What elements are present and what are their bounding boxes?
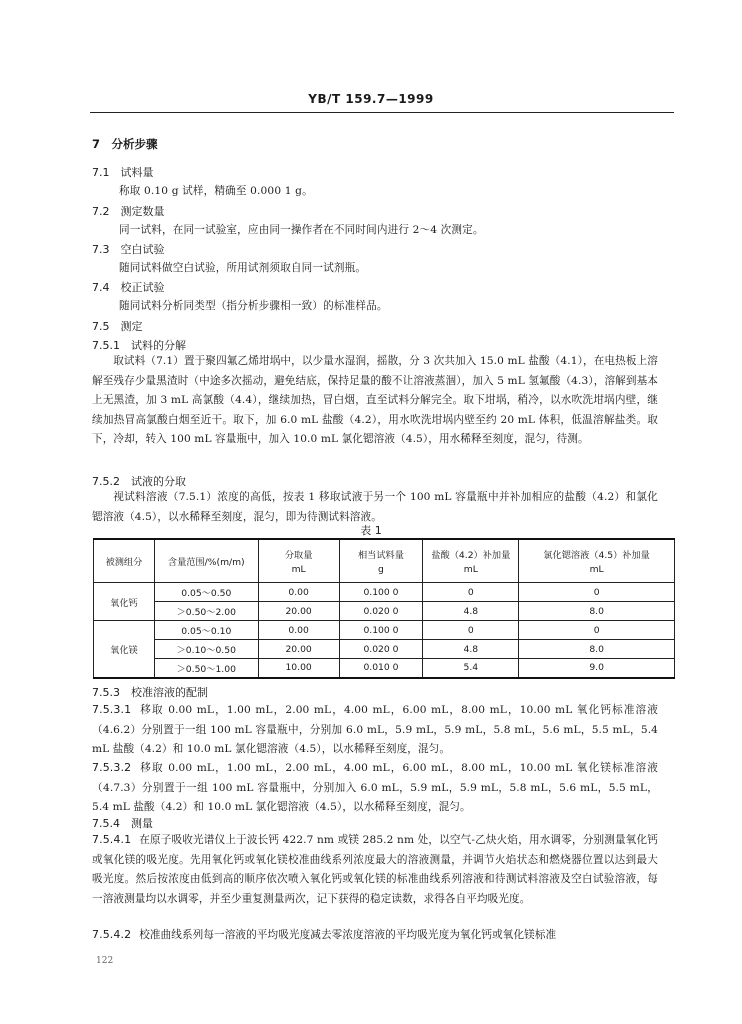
table-cell: ＞0.50～1.00 <box>154 658 258 678</box>
section-7-5-3-1-paragraph <box>92 700 658 760</box>
section-7-5-4-2-number: 7.5.4.2 <box>92 928 132 941</box>
section-7-5-heading: 7.5 测定 <box>92 320 143 333</box>
section-7-heading: 7 分析步骤 <box>92 137 158 151</box>
section-7-4-heading: 7.4 校正试验 <box>92 281 165 294</box>
table-cell: ＞0.50～2.00 <box>154 602 258 621</box>
table-cell: 0.100 0 <box>339 621 423 640</box>
section-7-5-4-1-number: 7.5.4.1 <box>92 833 132 846</box>
header-unit: g <box>378 564 384 576</box>
section-7-4-body: 随同试料分析同类型（指分析步骤相一致）的标准样品。 <box>119 300 388 312</box>
header-rule <box>90 112 674 113</box>
section-7-1-heading: 7.1 试料量 <box>92 166 154 179</box>
section-7-5-4-1-body: 在原子吸收光谱仪上于波长钙 422.7 nm 或镁 285.2 nm 处，以空气-乙炔火焰，用水调零，分别测量氧化钙或氧化镁的吸光度。先用氧化钙或氧化镁校准曲线系列浓度最大的溶液测量，并调节火焰状态和燃烧器位置以达到最大吸光度。然后按浓度由低到高的顺序依次喷入氧化钙或氧化镁的标准曲线系列溶液和待测试料溶液及空白试验溶液，每一溶液测量均以水调零，并至少重复测量两次，记下获得的稳定读数，求得各自平均吸光度。 <box>92 834 658 905</box>
table-cell: 0.020 0 <box>339 640 423 659</box>
table-1 <box>93 538 675 679</box>
section-7-5-3-1-body: 移取 0.00 mL，1.00 mL，2.00 mL，4.00 mL，6.00 mL，8.00 mL，10.00 mL 氧化钙标准溶液（4.6.2）分别置于一组 100 mL 容量瓶中，分别加 6.0 mL，5.9 mL，5.9 mL，5.8 mL，5.6 mL，5.5 mL，5.4 mL 盐酸（4.2）和 10.0 mL 氯化锶溶液（4.5），以水稀释至刻度，混匀。 <box>92 704 658 755</box>
table-cell: 5.4 <box>423 658 519 678</box>
header-unit: mL <box>291 564 306 576</box>
table-row <box>94 583 675 602</box>
table-cell: 4.8 <box>423 640 519 659</box>
header-label: 相当试料量 <box>358 550 404 562</box>
table-cell: 8.0 <box>519 640 675 659</box>
section-7-5-3-2-paragraph <box>92 758 658 818</box>
table-cell: 8.0 <box>519 602 675 621</box>
table-cell: 0 <box>519 621 675 640</box>
table-header-cell <box>519 539 675 583</box>
section-7-5-1-heading: 7.5.1 试料的分解 <box>92 339 186 352</box>
table-row <box>94 658 675 678</box>
table-cell: 9.0 <box>519 658 675 678</box>
section-7-5-2-heading: 7.5.2 试液的分取 <box>92 475 186 488</box>
section-7-5-1-body: 取试料（7.1）置于聚四氟乙烯坩埚中，以少量水湿润，摇散，分 3 次共加入 15.0 mL 盐酸（4.1），在电热板上溶解至残存少量黑渣时（中途多次摇动，避免结底，保持足量的酸不让溶液蒸涸），加入 5 mL 氢氟酸（4.3），溶解到基本上无黑渣，加 3 mL 高氯酸（4.4），继续加热，冒白烟，直至试料分解完全。取下坩埚，稍冷，以水吹洗坩埚内壁，继续加热冒高氯酸白烟至近干。取下，加 6.0 mL 盐酸（4.2），用水吹洗坩埚内壁至约 20 mL 体积，低温溶解盐类。取下，冷却，转入 100 mL 容量瓶中，加入 10.0 mL 氯化锶溶液（4.5），用水稀释至刻度，混匀，待测。 <box>92 355 658 445</box>
table-cell: 20.00 <box>258 640 339 659</box>
section-7-1-body: 称取 0.10 g 试样，精确至 0.000 1 g。 <box>119 185 313 197</box>
standard-header: YB/T 159.7—1999 <box>308 92 434 106</box>
section-7-5-2-body: 视试料溶液（7.5.1）浓度的高低，按表 1 移取试液于另一个 100 mL 容量瓶中并补加相应的盐酸（4.2）和氯化锶溶液（4.5），以水稀释至刻度，混匀，即为待测试料溶液。 <box>92 491 658 523</box>
table-cell: 0.020 0 <box>339 602 423 621</box>
table-row <box>94 602 675 621</box>
table-cell: 0.010 0 <box>339 658 423 678</box>
section-7-5-4-2-body: 校准曲线系列每一溶液的平均吸光度减去零浓度溶液的平均吸光度为氧化钙或氧化镁标准 <box>139 929 557 941</box>
table-cell: 20.00 <box>258 602 339 621</box>
component-cell: 氧化钙 <box>94 583 155 621</box>
section-7-5-4-2-paragraph <box>92 925 658 946</box>
table-cell: ＞0.10～0.50 <box>154 640 258 659</box>
table-cell: 0.05～0.10 <box>154 621 258 640</box>
section-7-2-body: 同一试料，在同一试验室，应由同一操作者在不同时间内进行 2～4 次测定。 <box>119 224 484 236</box>
table-row <box>94 621 675 640</box>
header-label: 盐酸（4.2）补加量 <box>431 550 511 562</box>
header-label: 氯化锶溶液（4.5）补加量 <box>543 550 650 562</box>
section-7-5-4-heading: 7.5.4 测量 <box>92 817 153 830</box>
component-cell: 氧化镁 <box>94 621 155 678</box>
table-cell: 0 <box>519 583 675 602</box>
section-7-3-heading: 7.3 空白试验 <box>92 243 165 256</box>
table-header-cell: 含量范围/%(m/m) <box>154 539 258 583</box>
table-1-caption: 表 1 <box>360 524 382 537</box>
header-label: 分取量 <box>284 550 313 562</box>
table-cell: 0 <box>423 583 519 602</box>
table-cell: 0.05～0.50 <box>154 583 258 602</box>
table-cell: 0.00 <box>258 583 339 602</box>
table-cell: 0.00 <box>258 621 339 640</box>
section-7-5-3-2-number: 7.5.3.2 <box>92 761 132 774</box>
section-7-5-3-heading: 7.5.3 校准溶液的配制 <box>92 686 208 699</box>
table-header-cell <box>339 539 423 583</box>
section-7-2-heading: 7.2 测定数量 <box>92 205 165 218</box>
page-number: 122 <box>96 956 114 966</box>
table-header-row <box>94 539 675 583</box>
table-cell: 0.100 0 <box>339 583 423 602</box>
section-7-5-3-1-number: 7.5.3.1 <box>92 703 132 716</box>
table-cell: 10.00 <box>258 658 339 678</box>
table-header-cell <box>258 539 339 583</box>
section-7-5-3-2-body: 移取 0.00 mL，1.00 mL，2.00 mL，4.00 mL，6.00 mL，8.00 mL，10.00 mL 氧化镁标准溶液（4.7.3）分别置于一组 100 mL 容量瓶中，分别加入 6.0 mL，5.9 mL，5.9 mL，5.8 mL，5.6 mL，5.5 mL，5.4 mL 盐酸（4.2）和 10.0 mL 氯化锶溶液（4.5），以水稀释至刻度，混匀。 <box>92 762 658 813</box>
table-row <box>94 640 675 659</box>
table-header-cell <box>423 539 519 583</box>
table-cell: 4.8 <box>423 602 519 621</box>
section-7-3-body: 随同试料做空白试验，所用试剂须取自同一试剂瓶。 <box>119 262 367 274</box>
header-unit: mL <box>589 564 604 576</box>
section-7-5-4-1-paragraph <box>92 830 658 909</box>
table-cell: 0 <box>423 621 519 640</box>
table-header-cell: 被测组分 <box>94 539 155 583</box>
header-unit: mL <box>463 564 478 576</box>
